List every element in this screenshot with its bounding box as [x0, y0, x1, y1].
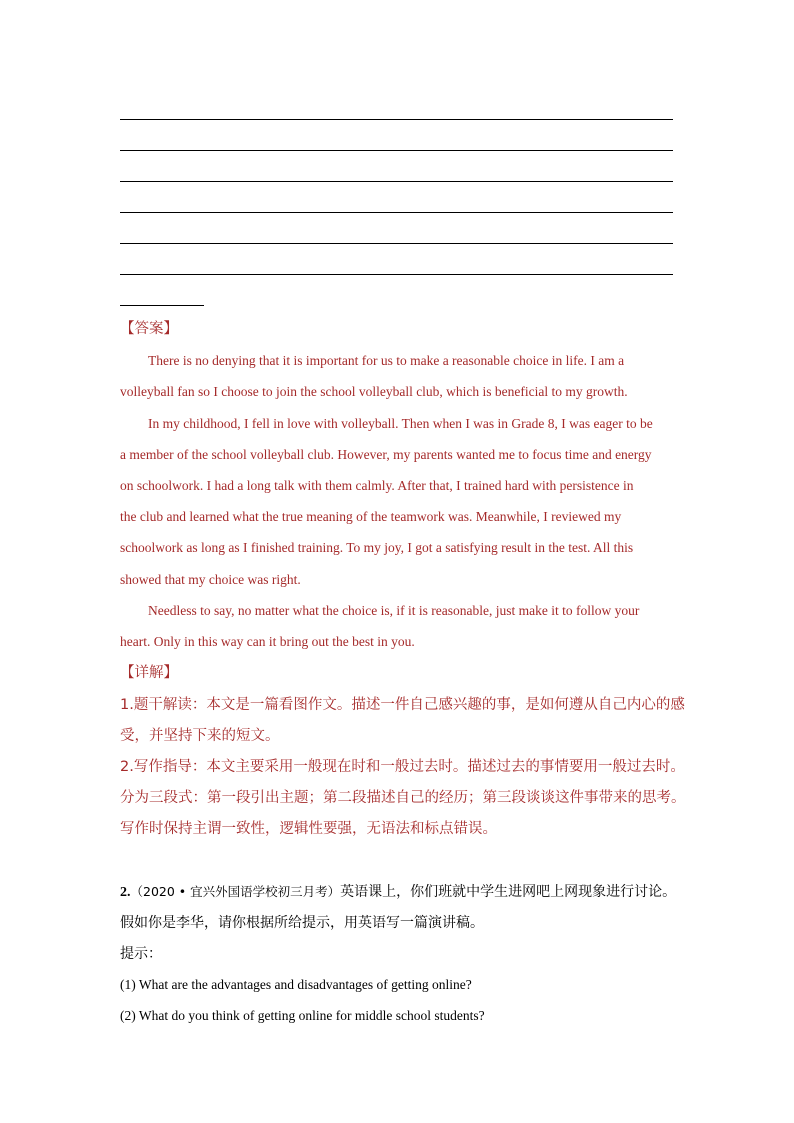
detail-line: 分为三段式：第一段引出主题；第二段描述自己的经历；第三段谈谈这件事带来的思考。: [120, 790, 686, 806]
answer-line: schoolwork as long as I finished training. To my joy, I got a satisfying result in the test. All this: [120, 540, 634, 555]
answer-line: Needless to say, no matter what the choice is, if it is reasonable, just make it to follow your: [148, 603, 640, 618]
answer-line: volleyball fan so I choose to join the school volleyball club, which is beneficial to my growth.: [120, 384, 628, 399]
answer-heading: 【答案】: [120, 321, 178, 337]
writing-line: [120, 274, 673, 275]
question-number: 2.: [120, 885, 131, 900]
writing-line: [120, 212, 673, 213]
detail-heading: 【详解】: [120, 665, 178, 681]
tips-label: 提示：: [120, 946, 162, 962]
detail-line: 受，并坚持下来的短文。: [120, 728, 280, 744]
answer-line: a member of the school volleyball club. However, my parents wanted me to focus time and energy: [120, 447, 652, 462]
answer-line: the club and learned what the true meaning of the teamwork was. Meanwhile, I reviewed my: [120, 509, 622, 524]
detail-line: 2.写作指导：本文主要采用一般现在时和一般过去时。描述过去的事情要用一般过去时。: [120, 759, 685, 775]
answer-line: heart. Only in this way can it bring out the best in you.: [120, 634, 415, 649]
writing-line-short: [120, 305, 204, 306]
answer-line: There is no denying that it is important for us to make a reasonable choice in life. I am a: [148, 353, 625, 368]
writing-line: [120, 119, 673, 120]
answer-line: on schoolwork. I had a long talk with them calmly. After that, I trained hard with persistence in: [120, 478, 634, 493]
answer-line: In my childhood, I fell in love with volleyball. Then when I was in Grade 8, I was eager to be: [148, 416, 653, 431]
question-source: （2020 • 宜兴外国语学校初三月考）: [130, 884, 341, 899]
answer-line: showed that my choice was right.: [120, 572, 301, 587]
question-line-1: [120, 882, 680, 903]
tip-2: (2) What do you think of getting online for middle school students?: [120, 1008, 485, 1023]
writing-line: [120, 181, 673, 182]
writing-line: [120, 243, 673, 244]
detail-line: 写作时保持主谓一致性，逻辑性要强，无语法和标点错误。: [120, 821, 497, 837]
tip-1: (1) What are the advantages and disadvantages of getting online?: [120, 977, 472, 992]
detail-line: 1.题干解读：本文是一篇看图作文。描述一件自己感兴趣的事，是如何遵从自己内心的感: [120, 697, 685, 713]
question-prompt: 英语课上，你们班就中学生进网吧上网现象进行讨论。: [340, 884, 677, 900]
question-line-2: 假如你是李华，请你根据所给提示，用英语写一篇演讲稿。: [120, 915, 484, 931]
writing-line: [120, 150, 673, 151]
